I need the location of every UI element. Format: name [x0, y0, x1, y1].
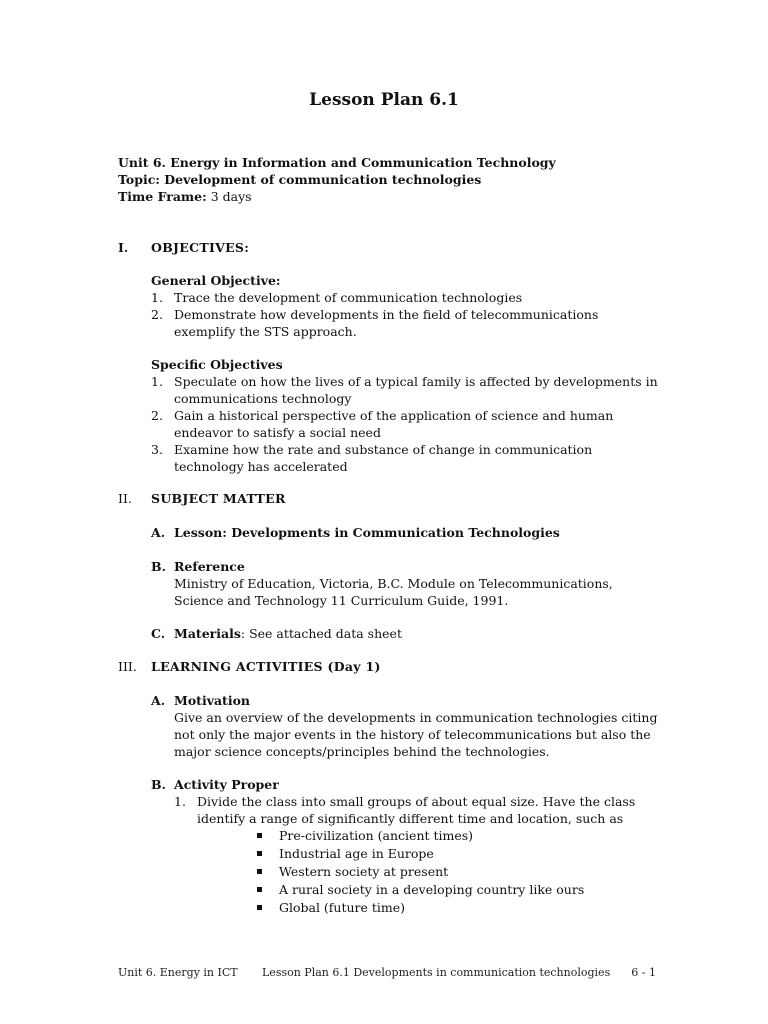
list-text: endeavor to satisfy a social need [174, 425, 381, 440]
activity-motivation [151, 692, 691, 760]
specific-objectives-block [151, 356, 691, 475]
list-text: communications technology [174, 391, 352, 406]
section-number: II. [118, 491, 132, 506]
bullet-square-icon [257, 833, 262, 838]
item-letter: B. [151, 777, 166, 792]
page-number: 6 - 1 [631, 966, 656, 979]
list-item [151, 441, 691, 475]
list-number: 1. [151, 374, 163, 389]
subject-reference [151, 558, 691, 609]
item-letter: C. [151, 626, 166, 641]
list-text: Speculate on how the lives of a typical family is affected by developments in [174, 374, 658, 389]
bullet-text: Western society at present [279, 864, 449, 879]
page-title: Lesson Plan 6.1 [309, 90, 459, 110]
bullet-text: Industrial age in Europe [279, 846, 434, 861]
activity-text: Divide the class into small groups of about equal size. Have the class [197, 794, 636, 809]
materials-text: : See attached data sheet [240, 626, 402, 641]
list-item [151, 289, 691, 306]
topic-line: Topic: Development of communication technologies [118, 172, 482, 187]
reference-text: Ministry of Education, Victoria, B.C. Module on Telecommunications, [174, 576, 613, 591]
bullet-square-icon [257, 851, 262, 856]
activity-proper-heading [151, 776, 691, 793]
list-number: 3. [151, 442, 163, 457]
reference-label: Reference [174, 559, 245, 574]
specific-objectives-list [151, 373, 691, 475]
activity-step [174, 793, 674, 827]
footer-unit: Unit 6. Energy in ICT [118, 966, 238, 979]
footer-lesson: Lesson Plan 6.1 Developments in communication technologies [262, 966, 611, 979]
section-title-learning-activities: LEARNING ACTIVITIES (Day 1) [151, 659, 381, 674]
general-objective-block [151, 272, 691, 340]
section-title-subject-matter: SUBJECT MATTER [151, 491, 286, 506]
time-frame-label: Time Frame: [118, 189, 207, 204]
item-letter: B. [151, 559, 166, 574]
list-text: Examine how the rate and substance of change in communication [174, 442, 593, 457]
reference-text: Science and Technology 11 Curriculum Guide, 1991. [174, 593, 509, 608]
list-item [151, 373, 691, 407]
list-item [151, 407, 691, 441]
motivation-text: major science concepts/principles behind the technologies. [174, 744, 550, 759]
motivation-label: Motivation [174, 693, 251, 708]
bullet-text: Global (future time) [279, 900, 406, 915]
list-item [151, 306, 691, 340]
list-number: 1. [174, 794, 186, 809]
subject-lesson [151, 524, 691, 541]
list-text: Demonstrate how developments in the field of telecommunications [174, 307, 599, 322]
subject-materials [151, 625, 691, 642]
lesson-title: Lesson: Developments in Communication Technologies [174, 525, 560, 540]
list-number: 2. [151, 307, 163, 322]
section-number: I. [118, 240, 129, 255]
time-frame-value: 3 days [206, 189, 252, 204]
section-number: III. [118, 659, 137, 674]
bullet-text: Pre-civilization (ancient times) [279, 828, 474, 843]
list-text: exemplify the STS approach. [174, 324, 357, 339]
item-letter: A. [151, 693, 166, 708]
bullet-square-icon [257, 869, 262, 874]
section-title-objectives: OBJECTIVES: [151, 240, 250, 255]
item-letter: A. [151, 525, 166, 540]
specific-objectives-heading: Specific Objectives [151, 357, 283, 372]
list-text: Gain a historical perspective of the application of science and human [174, 408, 614, 423]
unit-line: Unit 6. Energy in Information and Communication Technology [118, 155, 556, 170]
list-item [256, 863, 584, 881]
time-frame-line [118, 188, 718, 205]
bullet-text: A rural society in a developing country like ours [279, 882, 585, 897]
list-number: 2. [151, 408, 163, 423]
materials-label: Materials [174, 626, 241, 641]
motivation-text: Give an overview of the developments in communication technologies citing [174, 710, 658, 725]
list-text: Trace the development of communication technologies [174, 290, 523, 305]
general-objective-list [151, 289, 691, 340]
list-item [256, 845, 584, 863]
general-objective-heading: General Objective: [151, 273, 281, 288]
activity-text: identify a range of significantly different time and location, such as [197, 811, 624, 826]
motivation-text: not only the major events in the history of telecommunications but also the [174, 727, 651, 742]
list-item [256, 881, 584, 899]
list-item [256, 899, 584, 917]
list-item [256, 827, 584, 845]
bullet-square-icon [257, 905, 262, 910]
list-text: technology has accelerated [174, 459, 348, 474]
activity-proper-label: Activity Proper [174, 777, 279, 792]
lesson-header [118, 154, 718, 205]
list-number: 1. [151, 290, 163, 305]
bullet-square-icon [257, 887, 262, 892]
time-location-list [256, 827, 584, 917]
